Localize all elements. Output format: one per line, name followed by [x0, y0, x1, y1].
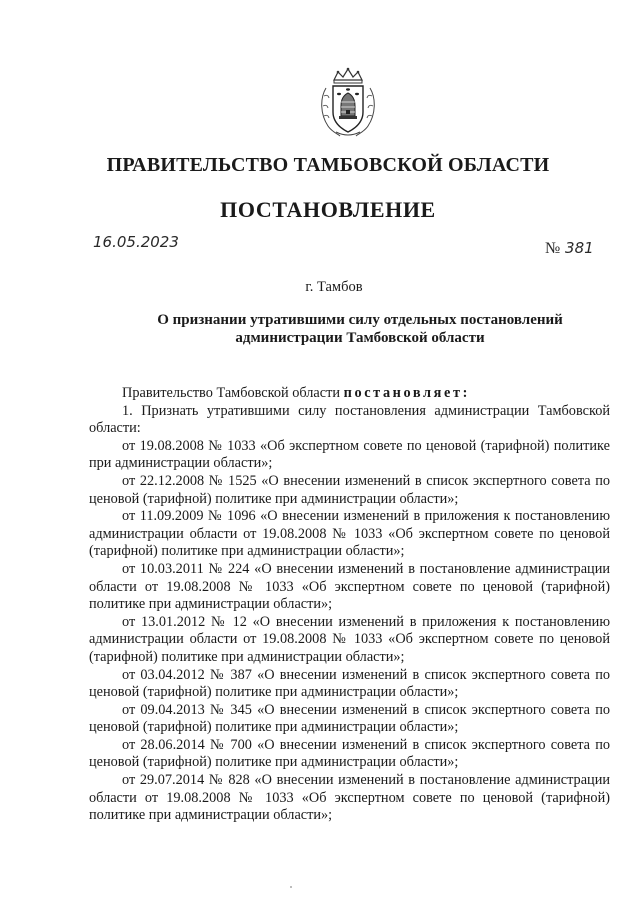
number-value: 381 [565, 239, 594, 257]
document-number [545, 239, 594, 258]
intro-prefix: Правительство Тамбовской области [122, 385, 344, 401]
list-item: от 10.03.2011 № 224 «О внесении изменений в постановление администрации области от 19.08.2008 № 1033 «Об экспертном совете по ценовой (тарифной) политике при администрации области»; [89, 560, 610, 613]
document-body [89, 385, 610, 825]
list-item: от 22.12.2008 № 1525 «О внесении изменений в список экспертного совета по ценовой (тарифной) политике при администрации области»; [89, 472, 610, 507]
list-item: от 11.09.2009 № 1096 «О внесении изменений в приложения к постановлению администрации области от 19.08.2008 № 1033 «Об экспертном совете по ценовой (тарифной) политике при администрации области»; [89, 508, 610, 560]
document-type: ПОСТАНОВЛЕНИЕ [220, 197, 436, 222]
list-item: от 19.08.2008 № 1033 «Об экспертном совете по ценовой (тарифной) политике при администрации области»; [89, 437, 610, 472]
list-item: от 09.04.2013 № 345 «О внесении изменений в список экспертного совета по ценовой (тарифной) политике при администрации области»; [89, 701, 610, 736]
title-line-1: О признании утратившими силу отдельных постановлений [157, 312, 563, 328]
list-item: от 29.07.2014 № 828 «О внесении изменений в постановление администрации области от 19.08.2008 № 1033 «Об экспертном совете по ценовой (тарифной) политике при администрации области»; [89, 772, 610, 824]
number-sign: № [545, 240, 561, 257]
city-line: г. Тамбов [305, 279, 363, 295]
clause-1: 1. Признать утратившими силу постановления администрации Тамбовской области: [89, 402, 610, 437]
list-item: от 28.06.2014 № 700 «О внесении изменений в список экспертного совета по ценовой (тарифной) политике при администрации области»; [89, 736, 610, 771]
document-date: 16.05.2023 [93, 233, 179, 251]
intro-paragraph [89, 385, 610, 403]
title-line-2: администрации Тамбовской области [235, 330, 485, 346]
list-item: от 13.01.2012 № 12 «О внесении изменений в приложения к постановлению администрации области от 19.08.2008 № 1033 «Об экспертном совете по ценовой (тарифной) политике при администрации области»; [89, 613, 610, 665]
document-title [100, 311, 620, 347]
scan-speck [290, 886, 292, 888]
intro-verb: постановляет: [343, 385, 470, 401]
list-item: от 03.04.2012 № 387 «О внесении изменений в список экспертного совета по ценовой (тарифной) политике при администрации области»; [89, 666, 610, 701]
organization-name: ПРАВИТЕЛЬСТВО ТАМБОВСКОЙ ОБЛАСТИ [106, 154, 550, 176]
tambov-coat-of-arms-icon [316, 66, 380, 138]
